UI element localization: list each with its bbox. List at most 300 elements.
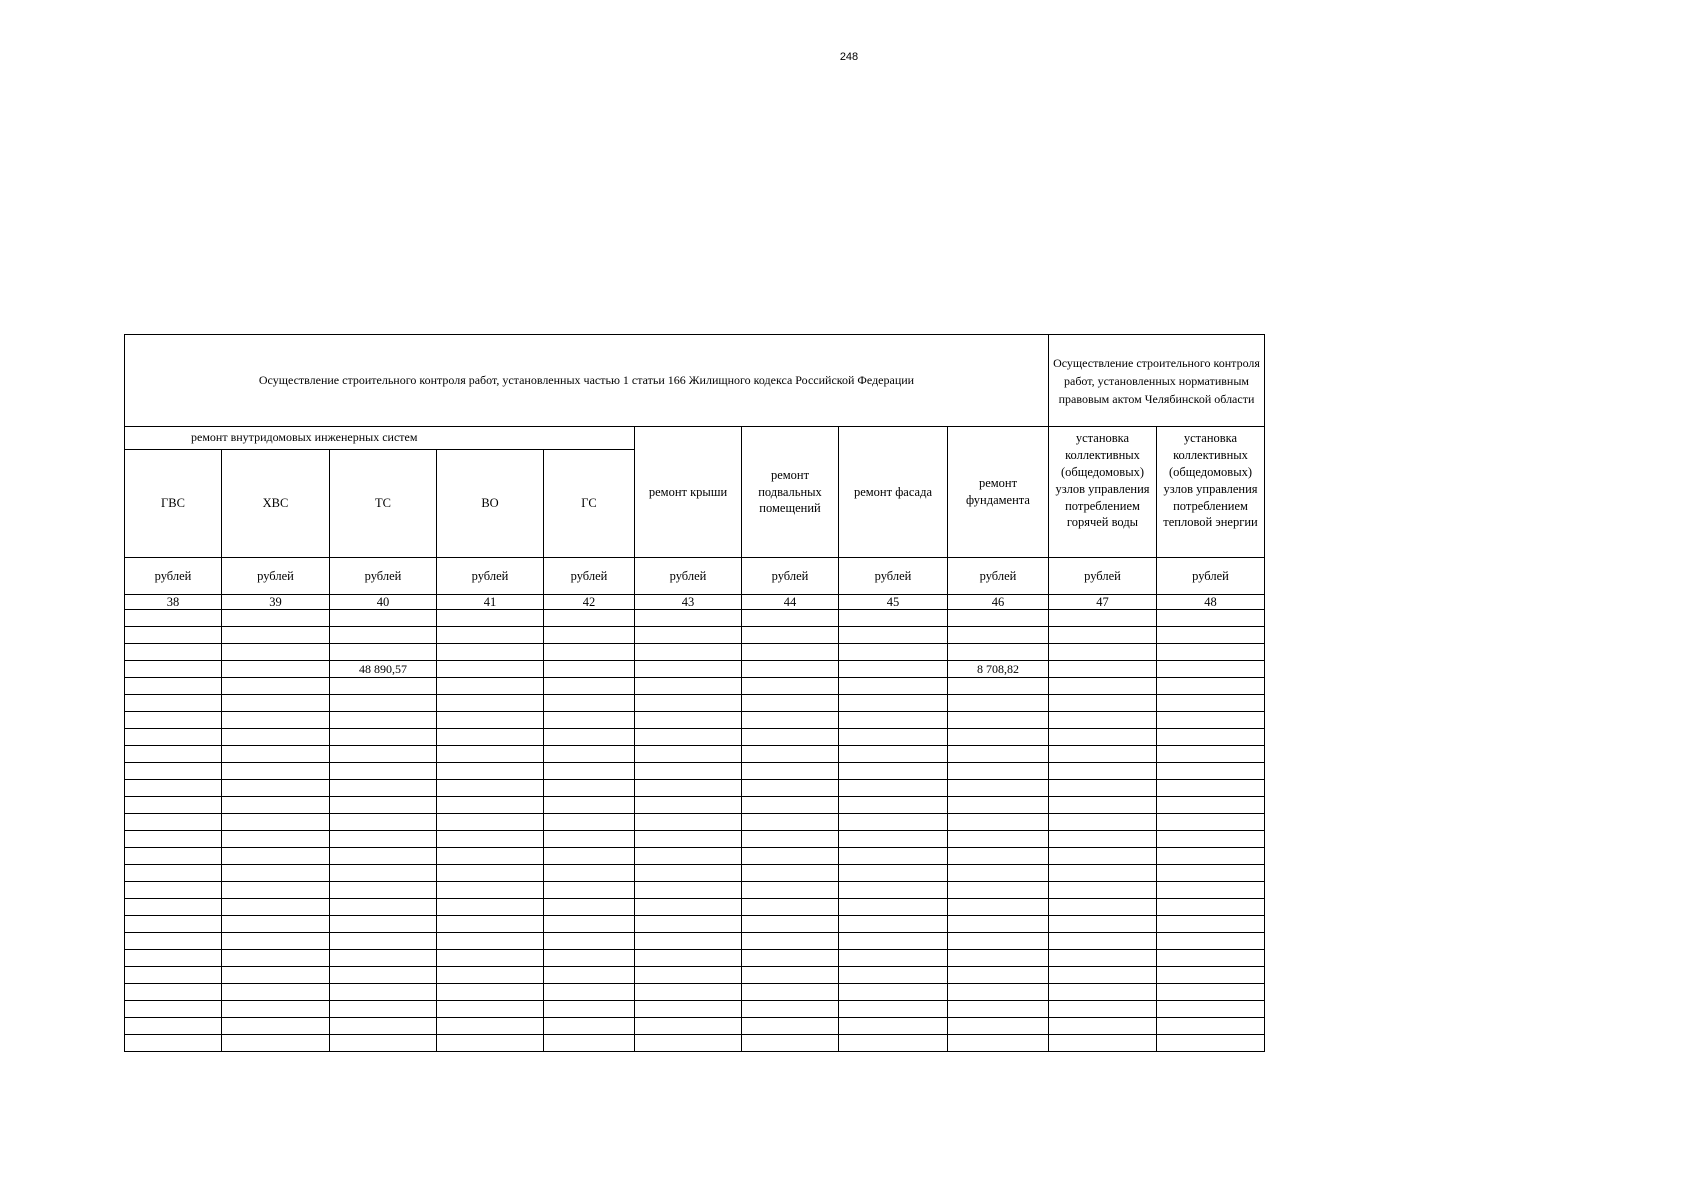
unit-cell: рублей [222,558,330,595]
table-cell [839,848,948,865]
table-cell [742,831,839,848]
table-cell [544,695,635,712]
table-cell [742,1018,839,1035]
column-number: 45 [839,595,948,610]
table-cell [839,933,948,950]
table-row [125,899,1265,916]
table-cell [635,627,742,644]
table-cell [330,678,437,695]
column-number: 46 [948,595,1049,610]
table-cell [330,695,437,712]
table-cell [635,933,742,950]
table-row [125,984,1265,1001]
table-row [125,644,1265,661]
table-cell [839,678,948,695]
table-cell [330,1001,437,1018]
table-cell [222,950,330,967]
table-cell: 8 708,82 [948,661,1049,678]
table-cell [544,746,635,763]
table-cell [222,661,330,678]
unit-cell: рублей [1157,558,1265,595]
table-cell [1049,814,1157,831]
table-cell [635,882,742,899]
table-cell [544,933,635,950]
table-cell [742,712,839,729]
table-cell [125,916,222,933]
table-cell [635,1001,742,1018]
table-cell [1157,627,1265,644]
table-cell [635,780,742,797]
table-cell [1049,780,1157,797]
table-cell [1157,746,1265,763]
table-cell [742,627,839,644]
table-cell [948,644,1049,661]
table-cell [437,899,544,916]
table-cell [544,831,635,848]
table-cell [222,831,330,848]
table-cell [222,644,330,661]
table-cell [839,661,948,678]
table-cell [742,967,839,984]
table-cell [635,899,742,916]
table-cell [839,610,948,627]
table-cell [1049,882,1157,899]
table-cell [635,1018,742,1035]
table-cell [544,678,635,695]
table-cell [330,967,437,984]
table-cell [839,712,948,729]
table-cell [742,695,839,712]
table-cell [1157,661,1265,678]
table-cell [1049,916,1157,933]
table-cell [635,984,742,1001]
table-cell [948,967,1049,984]
table-row [125,797,1265,814]
table-cell [125,831,222,848]
table-cell [125,763,222,780]
table-cell [948,797,1049,814]
table-cell [1049,729,1157,746]
table-row [125,814,1265,831]
table-cell [948,984,1049,1001]
table-cell [544,780,635,797]
table-cell [125,1001,222,1018]
table-cell [635,848,742,865]
col-head-gs: ГС [544,450,635,558]
table-cell [544,661,635,678]
table-cell [839,831,948,848]
table-cell [544,644,635,661]
table-cell [1049,984,1157,1001]
table-cell [125,814,222,831]
table-cell [222,729,330,746]
column-number: 41 [437,595,544,610]
table-cell [125,610,222,627]
table-cell [330,831,437,848]
table-cell [839,763,948,780]
table-cell [330,933,437,950]
table-row [125,780,1265,797]
table-row [125,1018,1265,1035]
table-cell [437,916,544,933]
table-cell [222,848,330,865]
table-cell [330,797,437,814]
table-cell [544,814,635,831]
col-head-hot-water-units: установка коллективных (общедомовых) узлов управления потреблением горячей воды [1049,427,1157,558]
table-cell [948,916,1049,933]
table-cell [1157,882,1265,899]
table-cell: 48 890,57 [330,661,437,678]
table-cell [1049,831,1157,848]
table-cell [437,882,544,899]
table-cell [330,984,437,1001]
table-cell [222,712,330,729]
table-cell [437,1035,544,1052]
table-cell [125,695,222,712]
table-cell [544,899,635,916]
table-cell [1049,610,1157,627]
table-cell [222,899,330,916]
table-cell [125,933,222,950]
table-cell [839,780,948,797]
table-cell [1049,797,1157,814]
table-cell [1049,848,1157,865]
table-cell [437,1018,544,1035]
table-cell [222,1018,330,1035]
table-cell [742,763,839,780]
table-cell [1157,899,1265,916]
column-number: 44 [742,595,839,610]
table-cell [948,950,1049,967]
col-head-foundation: ремонт фундамента [948,427,1049,558]
table-cell [437,865,544,882]
table-cell [544,610,635,627]
table-cell [222,916,330,933]
table-cell [635,644,742,661]
table-cell [1157,831,1265,848]
table-cell [742,610,839,627]
table-cell [437,678,544,695]
table-cell [330,644,437,661]
table-cell [839,627,948,644]
table-cell [125,848,222,865]
table-row [125,950,1265,967]
table-cell [742,848,839,865]
table-cell [125,865,222,882]
table-cell [1157,797,1265,814]
table-cell [125,678,222,695]
table-row [125,763,1265,780]
table-cell [1157,780,1265,797]
table-cell [222,627,330,644]
table-cell [222,797,330,814]
table-cell [742,780,839,797]
table-cell [635,967,742,984]
table-cell [839,950,948,967]
table-cell [125,1018,222,1035]
table-cell [635,695,742,712]
table-row [125,746,1265,763]
table-cell [1157,678,1265,695]
table-cell [222,695,330,712]
table-cell [1157,933,1265,950]
table-cell [437,712,544,729]
table-cell [330,865,437,882]
table-cell [1157,712,1265,729]
table-cell [839,729,948,746]
table-row [125,1035,1265,1052]
table-cell [125,780,222,797]
table-cell [948,1001,1049,1018]
table-cell [222,678,330,695]
table-cell [330,950,437,967]
table-cell [1157,814,1265,831]
table-cell [1049,865,1157,882]
table-row [125,848,1265,865]
table-cell [635,678,742,695]
table-cell [742,899,839,916]
column-number: 39 [222,595,330,610]
table-row [125,712,1265,729]
table-row [125,695,1265,712]
table-cell [125,627,222,644]
table-cell [437,933,544,950]
table-cell [1157,967,1265,984]
table-cell [125,746,222,763]
table-cell [635,831,742,848]
table-cell [437,1001,544,1018]
table-cell [742,746,839,763]
table-cell [948,865,1049,882]
table-cell [330,1018,437,1035]
table-cell [544,967,635,984]
table-cell [544,865,635,882]
table-cell [635,746,742,763]
table-cell [635,916,742,933]
table-cell [544,729,635,746]
table-cell [839,695,948,712]
table-cell [1049,644,1157,661]
table-cell [437,746,544,763]
table-cell [222,746,330,763]
table-row [125,678,1265,695]
table-row [125,729,1265,746]
table-cell [1049,678,1157,695]
table-cell [635,610,742,627]
table-cell [635,729,742,746]
table-cell [330,610,437,627]
table-cell [437,814,544,831]
table-row [125,1001,1265,1018]
table-cell [635,763,742,780]
table-cell [948,831,1049,848]
table-cell [1049,661,1157,678]
table-cell [437,627,544,644]
table-cell [125,729,222,746]
table-cell [1049,1018,1157,1035]
table-cell [544,916,635,933]
column-number: 43 [635,595,742,610]
table-cell [948,695,1049,712]
unit-cell: рублей [742,558,839,595]
table-cell [544,712,635,729]
table-cell [330,814,437,831]
table-cell [839,644,948,661]
table-cell [948,933,1049,950]
unit-cell: рублей [544,558,635,595]
table-cell [125,899,222,916]
table-row [125,916,1265,933]
table-cell [544,627,635,644]
table-cell [437,763,544,780]
table-cell [839,865,948,882]
table-cell [1049,950,1157,967]
table-cell [839,984,948,1001]
table-cell [1049,746,1157,763]
table-cell [635,661,742,678]
table-cell [544,848,635,865]
table-cell [125,797,222,814]
table-cell [330,848,437,865]
table-cell [1157,1001,1265,1018]
table-cell [742,678,839,695]
table-cell [125,712,222,729]
table-cell [1157,950,1265,967]
table-cell [948,763,1049,780]
table-cell [839,746,948,763]
col-head-ts: ТС [330,450,437,558]
federal-control-title: Осуществление строительного контроля работ, установленных частью 1 статьи 166 Жилищного кодекса Российской Федерации [125,335,1049,427]
col-head-roof: ремонт крыши [635,427,742,558]
unit-cell: рублей [1049,558,1157,595]
table-cell [742,661,839,678]
cost-table [124,334,1265,1052]
table-cell [948,610,1049,627]
table-cell [1157,1035,1265,1052]
table-cell [330,916,437,933]
table-cell [1157,763,1265,780]
col-head-gvs: ГВС [125,450,222,558]
unit-cell: рублей [839,558,948,595]
table-cell [742,1035,839,1052]
unit-cell: рублей [330,558,437,595]
table-cell [437,848,544,865]
column-number: 38 [125,595,222,610]
table-cell [330,882,437,899]
table-cell [742,882,839,899]
table-row [125,865,1265,882]
table-cell [839,797,948,814]
table-cell [1157,644,1265,661]
column-number: 42 [544,595,635,610]
table-cell [125,644,222,661]
table-cell [1049,712,1157,729]
table-cell [742,933,839,950]
table-cell [437,797,544,814]
table-row [125,882,1265,899]
table-cell [948,848,1049,865]
table-row [125,610,1265,627]
table-cell [635,712,742,729]
table-cell [330,1035,437,1052]
table-cell [330,729,437,746]
table-cell [437,610,544,627]
table-cell [544,1018,635,1035]
table-cell [544,1035,635,1052]
page-number: 248 [839,51,859,63]
table-cell [1049,967,1157,984]
table-cell [839,1001,948,1018]
table-cell [125,661,222,678]
table-cell [948,729,1049,746]
table-cell [635,1035,742,1052]
table-cell [330,627,437,644]
table-cell [742,729,839,746]
table-cell [437,644,544,661]
unit-cell: рублей [635,558,742,595]
unit-cell: рублей [437,558,544,595]
table-cell [437,661,544,678]
table-cell [1049,695,1157,712]
table-cell [1157,610,1265,627]
table-row [125,933,1265,950]
table-cell [948,678,1049,695]
table-cell [1157,848,1265,865]
table-cell [742,916,839,933]
table-cell [544,882,635,899]
table-cell [839,882,948,899]
engineering-systems-group-label: ремонт внутридомовых инженерных систем [125,427,635,450]
table-cell [948,1035,1049,1052]
table-cell [839,967,948,984]
table-cell [635,865,742,882]
table-cell [948,627,1049,644]
table-cell [544,984,635,1001]
table-cell [125,1035,222,1052]
table-cell [1157,729,1265,746]
table-row [125,661,1265,678]
table-cell [330,899,437,916]
table-cell [1049,627,1157,644]
table-cell [222,984,330,1001]
table-cell [437,950,544,967]
table-cell [742,984,839,1001]
table-cell [222,780,330,797]
table-cell [742,865,839,882]
table-cell [544,763,635,780]
table-cell [125,882,222,899]
table-cell [635,797,742,814]
table-cell [437,780,544,797]
table-cell [222,882,330,899]
table-cell [125,950,222,967]
table-cell [222,610,330,627]
table-cell [839,1035,948,1052]
table-cell [330,780,437,797]
table-cell [1049,1001,1157,1018]
table-cell [839,899,948,916]
table-cell [222,814,330,831]
table-cell [437,695,544,712]
table-cell [437,967,544,984]
table-cell [1157,984,1265,1001]
table-cell [544,1001,635,1018]
table-cell [742,1001,839,1018]
table-cell [330,712,437,729]
table-row [125,627,1265,644]
table-cell [222,967,330,984]
regional-control-title: Осуществление строительного контроля работ, установленных нормативным правовым актом Челябинской области [1049,335,1265,427]
